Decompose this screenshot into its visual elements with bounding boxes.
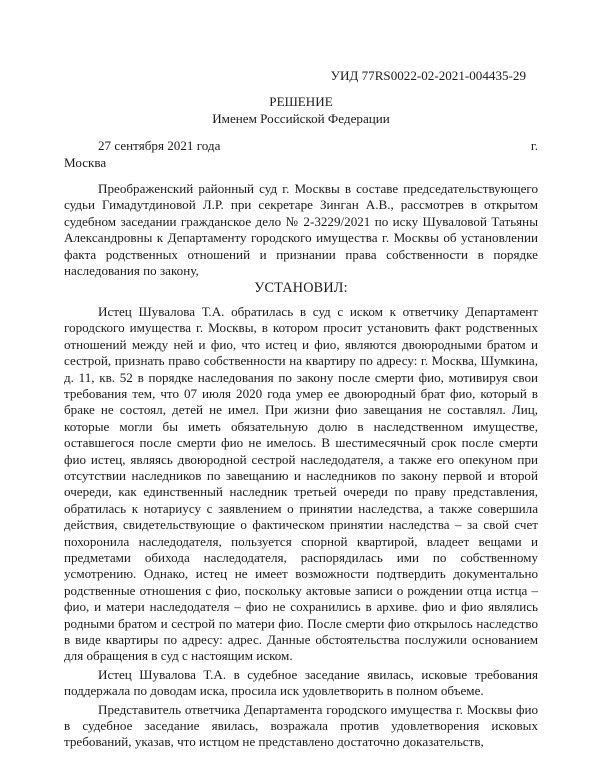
- body-paragraph: Истец Шувалова Т.А. обратилась в суд с иском к ответчику Департамент городского имущества г. Москвы, в котором просит установить факт родственных отношений между ней и фио, что истец и фио, являются двоюродными братом и сестрой, признать право собственности на квартиру по адресу: г. Москва, Шумкина, д. 11, кв. 52 в порядке наследования по закону после смерти фио, мотивируя свои требования тем, что 07 июля 2020 года умер ее двоюродный брат фио, который в браке не состоял, детей не имел. При жизни фио завещания не составлял. Лиц, которые могли бы иметь обязательную долю в наследственном имуществе, оставшегося после смерти фио не имелось. В шестимесячный срок после смерти фио истец, являясь двоюродной сестрой наследодателя, а также его опекуном при отсутствии наследников по завещанию и наследников по закону первой и второй очереди, как единственный наследник третьей очереди по праву представления, обратилась к нотариусу с заявлением о принятии наследства, а также совершила действия, свидетельствующие о фактическом принятии наследства – за свой счет похоронила наследодателя, пользуется спорной квартирой, владеет вещами и предметами обихода наследодателя, распорядилась ими по собственному усмотрению. Однако, истец не имеет возможности подтвердить документально родственные отношения с фио, поскольку актовые записи о рождении отца истца – фио, и матери наследодателя – фио не сохранились в архиве. фио и фио являлись родными братом и сестрой по матери фио. После смерти фио открылось наследство в виде квартиры по адресу: адрес. Данные обстоятельства послужили основанием для обращения в суд с настоящим иском.: [64, 303, 538, 664]
- document-title: РЕШЕНИЕ: [269, 94, 333, 110]
- case-uid: УИД 77RS0022-02-2021-004435-29: [330, 68, 526, 83]
- intro-paragraph: Преображенский районный суд г. Москвы в составе председательствующего судьи Гимадутдиновой Л.Р. при секретаре Зинган А.В., рассмотрев в открытом судебном заседании гражданское дело № 2-3229/2021 по иску Шуваловой Татьяны Александровны к Департаменту городского имущества г. Москвы об установлении факта родственных отношений и признании права собственности в порядке наследования по закону,: [64, 181, 538, 279]
- body-paragraph: Истец Шувалова Т.А. в судебное заседание явилась, исковые требования поддержала по доводам иска, просила иск удовлетворить в полном объеме.: [64, 666, 538, 699]
- body-paragraph: Представитель ответчика Департамента городского имущества г. Москвы фио в судебное заседание явилась, возражала против удовлетворения исковых требований, указав, что истцом не представлено достаточно доказательств,: [64, 701, 538, 750]
- decision-date: 27 сентября 2021 года: [98, 138, 221, 154]
- decision-city: Москва: [64, 154, 107, 170]
- city-prefix: г.: [530, 138, 538, 154]
- date-row: [64, 138, 538, 154]
- section-heading: УСТАНОВИЛ:: [254, 280, 348, 297]
- document-subtitle: Именем Российской Федерации: [212, 110, 390, 126]
